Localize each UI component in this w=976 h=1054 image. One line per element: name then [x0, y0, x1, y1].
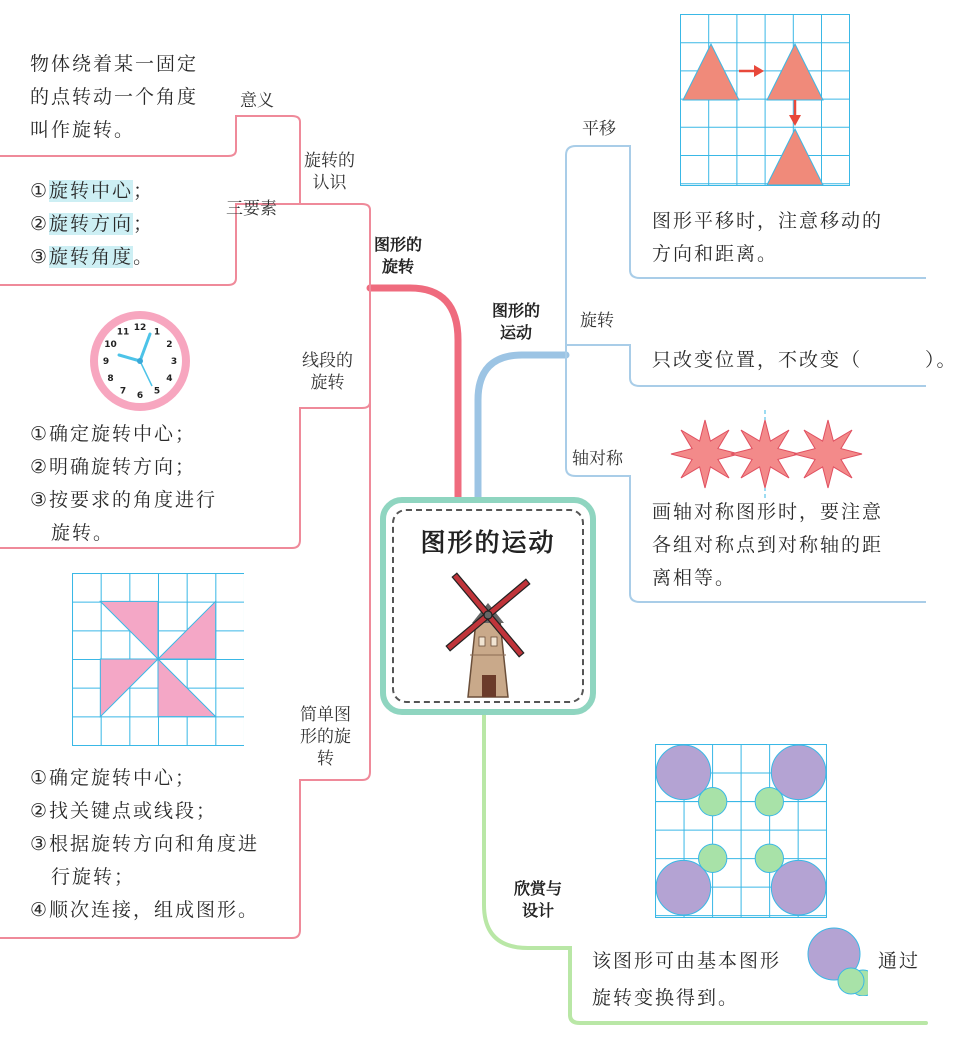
meaning-text: 物体绕着某一固定 的点转动一个角度 叫作旋转。 — [30, 53, 199, 141]
simple-label: 简单图 形的旋 转 — [300, 705, 351, 769]
elements-list — [30, 175, 154, 274]
clock-number: 10 — [104, 340, 117, 350]
clock-number: 4 — [166, 374, 173, 384]
clock-number: 7 — [119, 386, 127, 397]
pinwheel-grid-figure — [72, 572, 244, 746]
basic-shape-icon — [806, 926, 868, 996]
clock-number: 8 — [107, 374, 114, 384]
rotation-text: 只改变位置，不改变（ ）。 — [652, 349, 958, 371]
translation-text: 图形平移时，注意移动的 方向和距离。 — [652, 210, 884, 265]
meaning-label: 意义 — [240, 91, 274, 111]
windmill-icon — [424, 563, 552, 701]
clock-number: 6 — [136, 391, 144, 401]
clock-number: 1 — [153, 327, 161, 338]
translation-label: 平移 — [582, 119, 616, 139]
recognition-label: 旋转的 认识 — [304, 151, 355, 193]
clock-icon — [84, 306, 196, 416]
center-title: 图形的运动 — [420, 528, 556, 557]
clock-number: 3 — [170, 357, 178, 367]
rotation-label: 旋转 — [580, 311, 614, 331]
center-node — [380, 497, 596, 715]
right-branch-title: 图形的 运动 — [492, 301, 541, 342]
left-branch-title: 图形的 旋转 — [374, 235, 423, 276]
clock-number: 9 — [102, 357, 110, 367]
appreciate-text-c: 旋转变换得到。 — [592, 987, 740, 1009]
left-sub-line — [300, 204, 370, 288]
segment-steps: ①确定旋转中心； ②明确旋转方向； ③按要求的角度进行 旋转。 — [30, 423, 218, 544]
axial-label: 轴对称 — [572, 449, 623, 469]
translation-grid-figure — [680, 14, 850, 186]
clock-number: 5 — [153, 386, 161, 397]
axial-text: 画轴对称图形时，要注意 各组对称点到对称轴的距 离相等。 — [652, 501, 884, 589]
clock-number: 12 — [133, 323, 147, 333]
clock-number: 2 — [166, 340, 173, 350]
appreciation-grid-figure — [655, 744, 827, 918]
element-item: ①旋转中心； — [30, 180, 155, 202]
elements-label: 三要素 — [226, 199, 277, 219]
appreciate-text-b: 通过 — [878, 950, 921, 972]
left-branch-line — [370, 288, 458, 497]
axial-stars-figure — [670, 410, 870, 500]
simple-steps: ①确定旋转中心； ②找关键点或线段； ③根据旋转方向和角度进 行旋转； ④顺次连接，组成图形。 — [30, 767, 260, 921]
right-branch-line — [478, 355, 566, 497]
segment-label: 线段的 旋转 — [302, 351, 353, 393]
element-item: ③旋转角度。 — [30, 246, 155, 268]
appreciate-text-a: 该图形可由基本图形 — [592, 950, 782, 972]
clock-number: 11 — [116, 327, 130, 338]
appreciate-label: 欣赏与 设计 — [514, 879, 563, 920]
element-item: ②旋转方向； — [30, 213, 155, 235]
